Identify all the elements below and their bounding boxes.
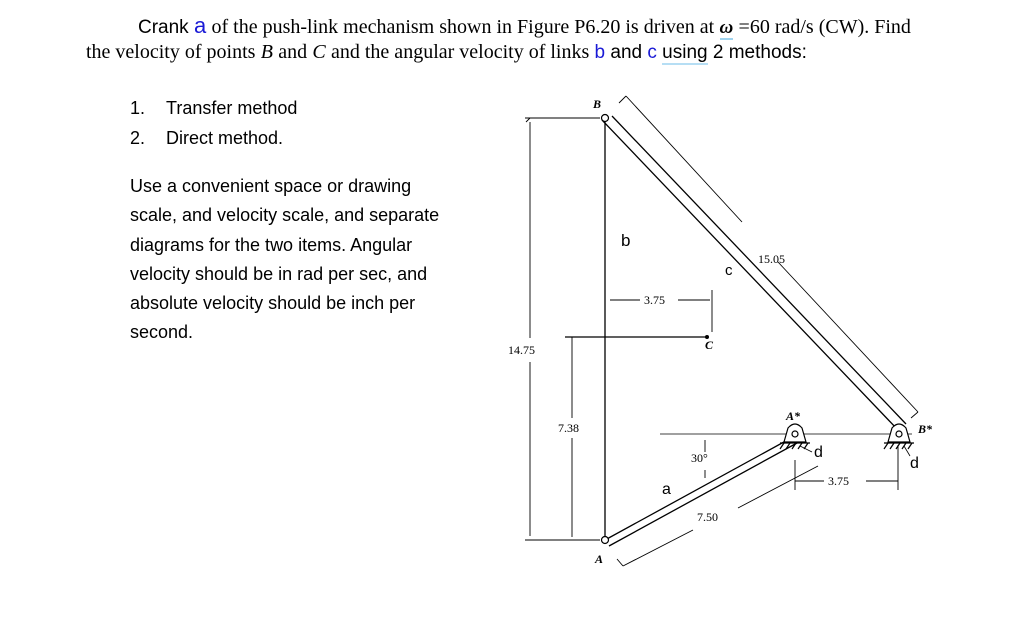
- label-ground-b: B*: [918, 422, 933, 436]
- method-label: Transfer method: [166, 98, 298, 118]
- dim-label-angle: 30°: [691, 451, 708, 465]
- point-b-label: B: [260, 41, 273, 63]
- omega-symbol: ω: [719, 17, 734, 38]
- link-c-label: c: [647, 42, 657, 63]
- label-link-d-right: d: [910, 455, 919, 472]
- joint-b: [602, 115, 609, 122]
- problem-text-1: of the push-link mechanism shown in Figure P6.20 is driven at: [211, 16, 715, 38]
- dim-label-c-offset: 3.75: [644, 293, 665, 307]
- label-link-c: c: [725, 262, 733, 279]
- ground-pivot-a: [780, 424, 810, 449]
- methods-count: 2 methods:: [712, 42, 807, 63]
- dim-label-link-b: 15.05: [758, 252, 785, 266]
- link-b-label: b: [594, 42, 606, 63]
- label-point-a: A: [595, 552, 604, 566]
- ground-pivot-b: [884, 424, 914, 449]
- label-point-b: B: [593, 97, 602, 111]
- label-link-d-left: d: [814, 444, 823, 461]
- dim-label-crank: 7.50: [697, 510, 718, 524]
- label-point-c: C: [705, 338, 714, 352]
- method-label: Direct method.: [166, 128, 284, 148]
- and-1: and: [278, 41, 308, 63]
- using-word: using: [662, 42, 708, 63]
- dim-total-height: [525, 118, 600, 540]
- label-link-a: a: [662, 481, 671, 498]
- joint-a: [602, 537, 609, 544]
- dim-label-half-height: 7.38: [558, 421, 579, 435]
- omega-value: =60 rad/s (CW). Find: [738, 16, 911, 38]
- crank-word: Crank: [138, 17, 189, 38]
- instructions-paragraph: Use a convenient space or drawing scale, and velocity scale, and separate diagrams for the two items. Angular velocity should be in rad per sec, and absolute velocity should be inch per second.: [130, 176, 440, 343]
- dim-label-ground-offset: 3.75: [828, 474, 849, 488]
- point-c-label: C: [312, 41, 326, 63]
- method-number: 2.: [130, 128, 146, 148]
- and-2: and: [610, 42, 643, 63]
- problem-text-2b: and the angular velocity of links: [331, 41, 590, 63]
- label-link-b: b: [621, 231, 631, 250]
- label-ground-a: A*: [786, 409, 801, 423]
- crank-link-label: a: [193, 13, 207, 38]
- method-number: 1.: [130, 98, 146, 118]
- link-b-shape: [602, 116, 906, 430]
- problem-text-2a: the velocity of points: [86, 41, 256, 63]
- dim-label-total-height: 14.75: [508, 343, 535, 357]
